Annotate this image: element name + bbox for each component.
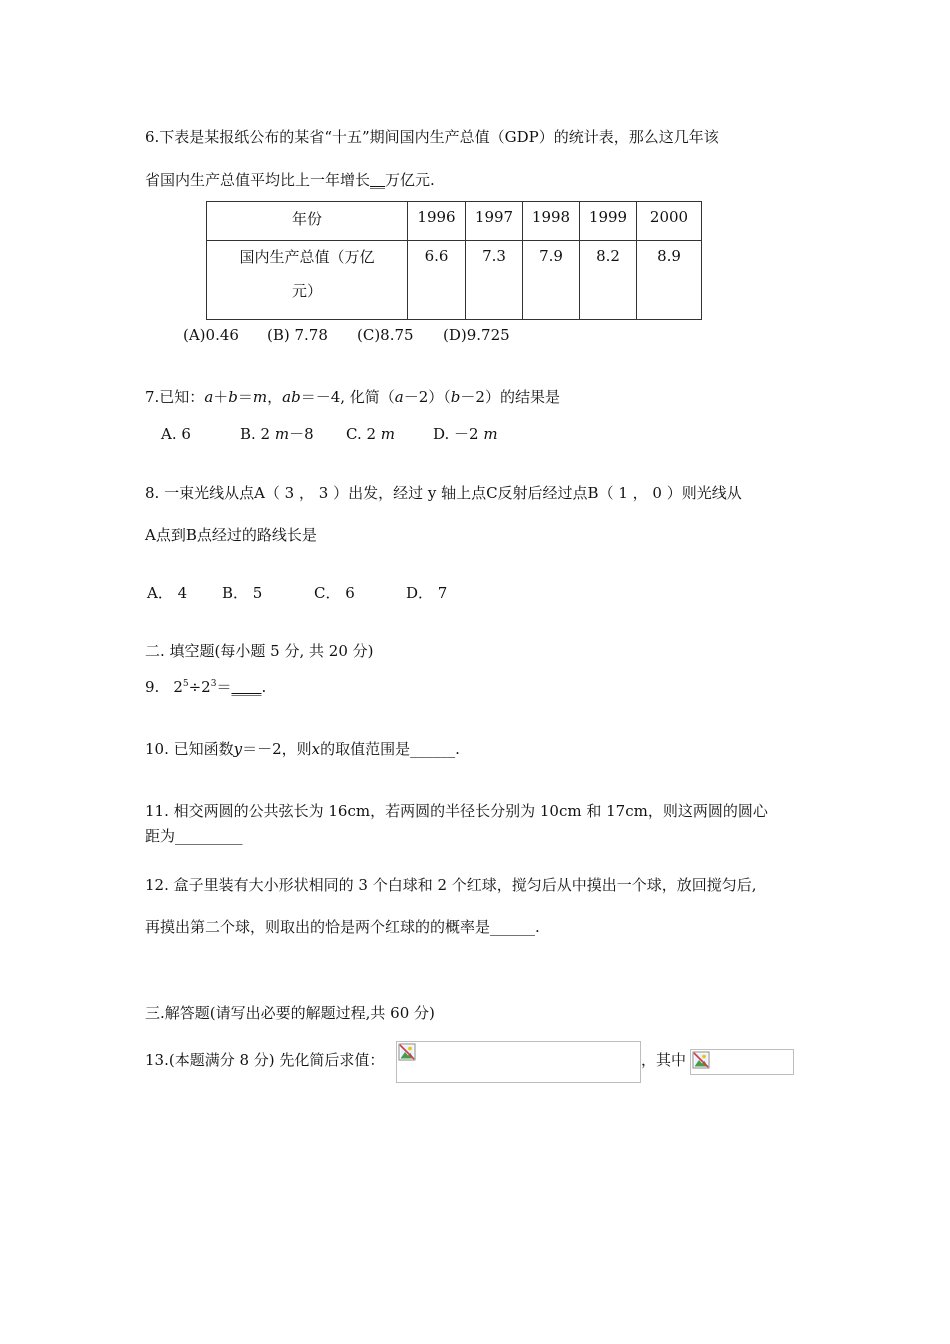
q9-op: ÷2	[188, 678, 211, 696]
q12-line1: 12. 盒子里装有大小形状相同的 3 个白球和 2 个红球，搅匀后从中摸出一个球，放回搅匀后,	[145, 876, 757, 894]
q7-option-b-post: －8	[289, 425, 314, 443]
q13-mid: ，其中	[641, 1051, 687, 1069]
q7-option-b-var: m	[274, 425, 290, 443]
section2-title: 二. 填空题(每小题 5 分, 共 20 分)	[145, 642, 374, 660]
q6-blank: __	[370, 171, 386, 189]
q10-pre: 10. 已知函数	[145, 740, 234, 758]
q7-var-m: m	[252, 388, 268, 406]
q12-end: .	[535, 918, 540, 936]
gdp-year-cell: 2000	[637, 202, 702, 241]
q7-option-b	[240, 424, 314, 444]
q10-blank: ______	[410, 740, 456, 758]
q10-mid: ＝－2，则	[242, 740, 312, 758]
q11-line2-pre: 距为	[145, 827, 176, 845]
q7-var-b2: b	[450, 388, 461, 406]
q8-option-a: A． 4	[147, 584, 188, 602]
gdp-table-header-row	[207, 202, 702, 241]
q6-line2-post: 万亿元.	[385, 171, 435, 189]
gdp-table-value-row	[207, 241, 702, 320]
q9-blank: ____	[231, 678, 262, 696]
q7-option-c-pre: C. 2	[346, 425, 381, 443]
q8-line2: A点到B点经过的路线长是	[145, 526, 317, 544]
broken-image-icon	[398, 1043, 416, 1061]
q10-line	[145, 739, 460, 759]
q7-eq: ＝	[237, 388, 253, 406]
gdp-value-cell: 8.2	[580, 241, 637, 320]
gdp-value-cell: 7.9	[523, 241, 580, 320]
broken-image-icon	[692, 1051, 710, 1069]
q8-line1: 8. 一束光线从点A（ 3 ， 3 ）出发，经过 y 轴上点C反射后经过点B（ 1 ， 0 ）则光线从	[145, 484, 742, 502]
q7-var-b: b	[228, 388, 238, 406]
gdp-table	[206, 201, 702, 320]
q11-line1: 11. 相交两圆的公共弦长为 16cm，若两圆的半径长分别为 10cm 和 17cm，则这两圆的圆心	[145, 802, 768, 820]
gdp-year-cell: 1997	[466, 202, 523, 241]
q7-option-c-var: m	[380, 425, 396, 443]
q7-comma: ，	[267, 388, 283, 406]
q8-option-d: D． 7	[406, 584, 448, 602]
q9-exp2: 3	[210, 679, 217, 689]
q11-blank: _________	[175, 827, 243, 845]
section3-title: 三.解答题(请写出必要的解题过程,共 60 分)	[145, 1004, 435, 1022]
q6-line1: 6.下表是某报纸公布的某省“十五”期间国内生产总值（GDP）的统计表，那么这几年该	[145, 128, 719, 146]
q9-base: 2	[173, 678, 183, 696]
q7-plus: ＋	[213, 388, 229, 406]
q9-end: .	[261, 678, 267, 696]
gdp-row-label-1: 国内生产总值（万亿	[239, 248, 375, 266]
q6-line2-pre: 省国内生产总值平均比上一年增长	[145, 171, 371, 189]
q7-minus2a: －2）（	[403, 388, 451, 406]
q6-option-c: (C)8.75	[357, 326, 414, 344]
q12-line2	[145, 917, 540, 937]
q7-option-a: A. 6	[161, 425, 191, 443]
q7-option-b-pre: B. 2	[240, 425, 275, 443]
q7-option-d-pre: D. －2	[433, 425, 484, 443]
q9-eq: ＝	[216, 678, 232, 696]
q7-var-a2: a	[394, 388, 404, 406]
q7-stem	[145, 387, 560, 407]
q9-line	[145, 677, 266, 697]
gdp-value-cell: 7.3	[466, 241, 523, 320]
q7-var-ab: ab	[282, 388, 301, 406]
q13-condition-image	[690, 1049, 794, 1075]
q12-blank: ______	[490, 918, 536, 936]
q7-minus2b: －2）的结果是	[460, 388, 560, 406]
q11-line2	[145, 826, 243, 846]
q6-option-d: (D)9.725	[443, 326, 510, 344]
gdp-row-label	[207, 241, 408, 320]
gdp-year-cell: 1999	[580, 202, 637, 241]
q10-var-x: x	[311, 740, 321, 758]
gdp-row-label-2: 元）	[291, 282, 322, 300]
q12-line2-pre: 再摸出第二个球，则取出的恰是两个红球的的概率是	[145, 918, 491, 936]
q10-post: 的取值范围是	[320, 740, 411, 758]
q10-end: .	[455, 740, 460, 758]
q7-eq-neg4: ＝－4, 化简（	[300, 388, 395, 406]
q6-option-a: (A)0.46	[183, 326, 239, 344]
q8-option-c: C． 6	[314, 584, 355, 602]
q13-expression-image	[396, 1041, 641, 1083]
q9-num: 9.	[145, 678, 160, 696]
q6-line2	[145, 170, 435, 190]
gdp-value-cell: 8.9	[637, 241, 702, 320]
gdp-year-cell: 1996	[408, 202, 466, 241]
q6-option-b: (B) 7.78	[267, 326, 328, 344]
q7-option-d-var: m	[483, 425, 498, 443]
gdp-header-label: 年份	[207, 202, 408, 241]
q7-option-c	[346, 424, 395, 444]
q8-option-b: B． 5	[222, 584, 263, 602]
q13-pre: 13.(本题满分 8 分) 先化简后求值：	[145, 1051, 385, 1069]
q7-var-a: a	[204, 388, 214, 406]
q9-exp1: 5	[182, 679, 189, 689]
q7-prefix: 7.已知：	[145, 388, 205, 406]
gdp-year-cell: 1998	[523, 202, 580, 241]
q7-option-d	[433, 424, 498, 444]
q10-var-y: y	[233, 740, 243, 758]
gdp-value-cell: 6.6	[408, 241, 466, 320]
